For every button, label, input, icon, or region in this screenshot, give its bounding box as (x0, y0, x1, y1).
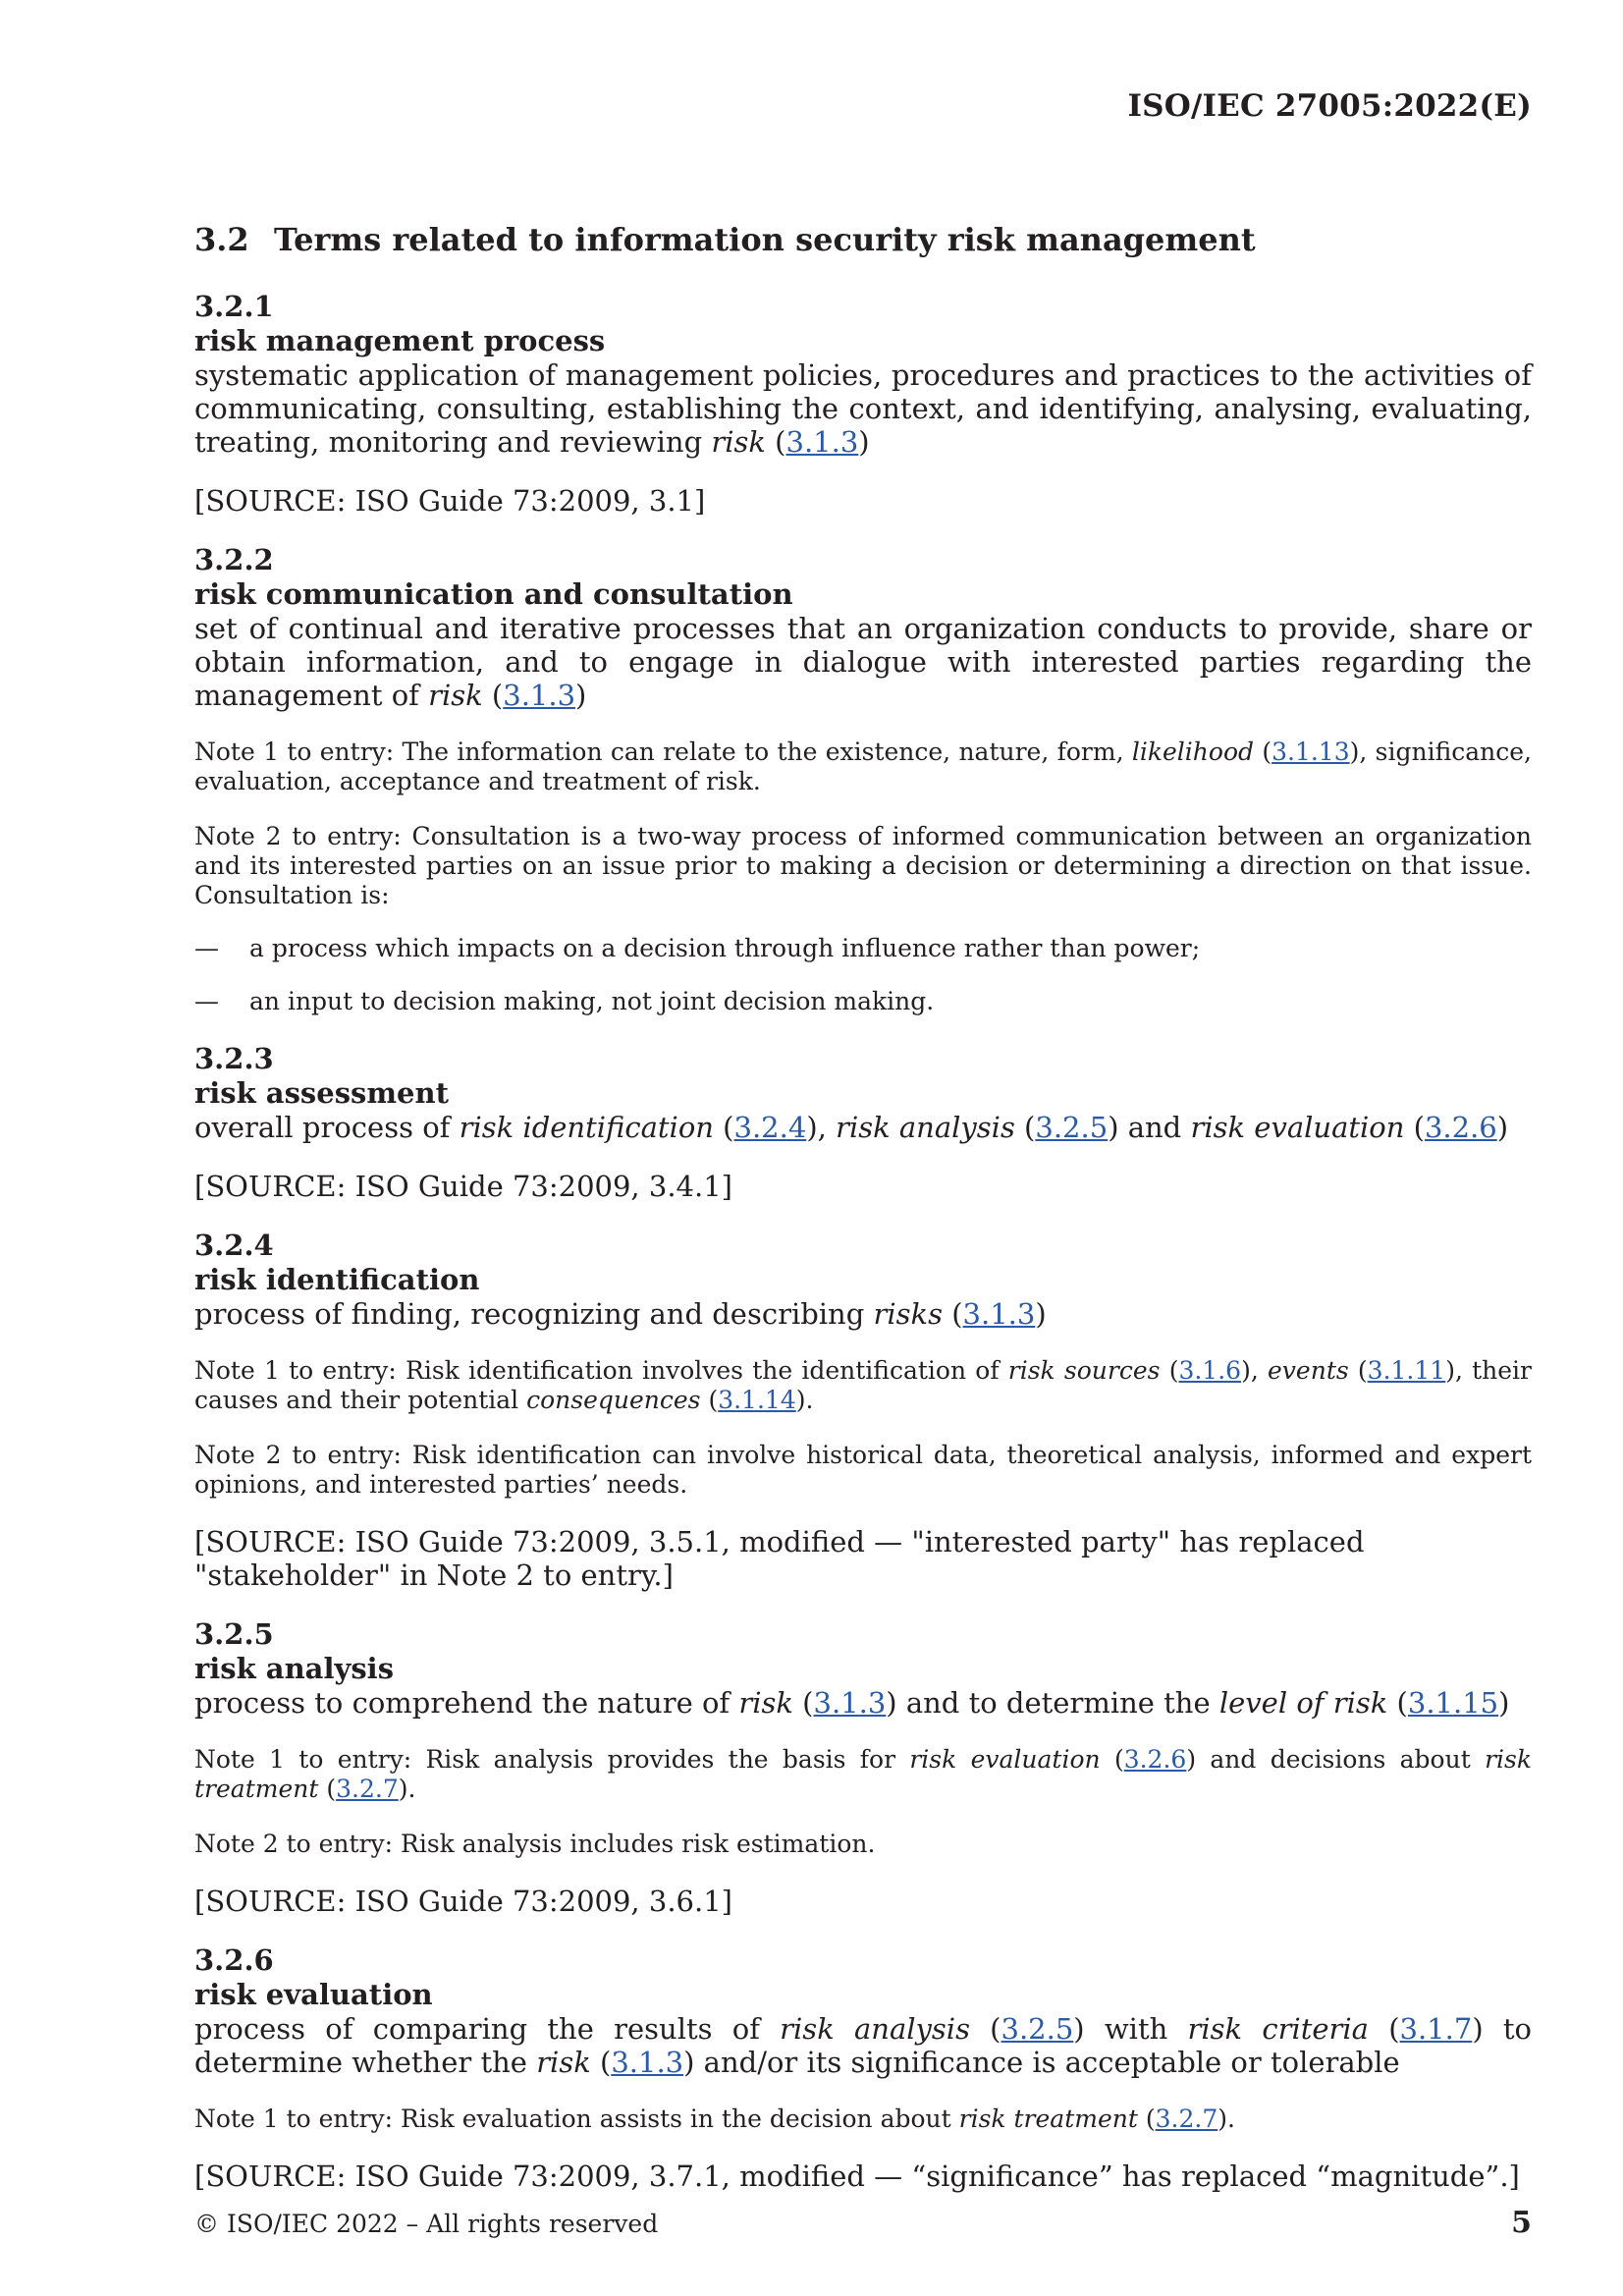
term-entry (194, 543, 1532, 1016)
entry-term: risk identification (194, 1263, 480, 1297)
entry-term: risk assessment (194, 1076, 449, 1111)
entry-source: [SOURCE: ISO Guide 73:2009, 3.7.1, modified — “significance” has replaced “magnitude”.] (194, 2159, 1520, 2194)
term-entry (194, 1042, 1532, 1203)
section-heading (194, 221, 1532, 258)
list-item-text: an input to decision making, not joint decision making. (249, 987, 935, 1016)
cross-reference-link[interactable]: 3.1.3 (611, 2046, 684, 2080)
text-run: ) and/or its significance is acceptable or tolerable (683, 2046, 1400, 2080)
text-run: ) with (1073, 2012, 1188, 2047)
main-content (194, 221, 1532, 2218)
footer-copyright: © ISO/IEC 2022 – All rights reserved (194, 2210, 659, 2238)
text-run: ( (1014, 1111, 1036, 1145)
entry-term: risk analysis (194, 1652, 395, 1686)
text-run: ( (1254, 738, 1272, 767)
text-run: Note 1 to entry: Risk identification involves the identification of (194, 1356, 1008, 1386)
italic-term: risk analysis (780, 2012, 970, 2047)
text-run: ) and decisions about (1186, 1745, 1486, 1775)
text-run: Note 2 to entry: Risk identification can involve historical data, theoretical analysis, informed and expert opinions, and interested parties’ needs. (194, 1441, 1532, 1500)
italic-term: risk (428, 679, 483, 713)
italic-term: risk treatment (958, 2105, 1138, 2134)
text-run: ( (1160, 1356, 1179, 1386)
text-run: ( (590, 2046, 612, 2080)
cross-reference-link[interactable]: 3.1.3 (503, 679, 576, 713)
text-run: ) and (1108, 1111, 1191, 1145)
text-run: ), significance, evaluation, acceptance and treatment of risk. (194, 738, 1533, 796)
italic-term: consequences (526, 1386, 701, 1415)
entry-definition (194, 1686, 1532, 1720)
entry-note (194, 1745, 1532, 1804)
list-dash: — (194, 934, 219, 963)
italic-term: level of risk (1218, 1686, 1388, 1721)
cross-reference-link[interactable]: 3.1.6 (1178, 1356, 1242, 1386)
entry-note (194, 1356, 1532, 1415)
entry-number: 3.2.6 (194, 1943, 274, 1978)
italic-term: risk sources (1007, 1356, 1161, 1386)
term-entry (194, 1617, 1532, 1918)
text-run: ). (1217, 2105, 1235, 2134)
cross-reference-link[interactable]: 3.1.3 (962, 1297, 1036, 1332)
italic-term: risk evaluation (1190, 1111, 1405, 1145)
text-run: ( (1348, 1356, 1368, 1386)
entry-note (194, 822, 1532, 910)
text-run: ( (1387, 1686, 1408, 1721)
term-entry (194, 1943, 1532, 2193)
cross-reference-link[interactable]: 3.2.7 (1155, 2105, 1218, 2134)
entry-number: 3.2.3 (194, 1042, 274, 1076)
text-run: ( (713, 1111, 734, 1145)
text-run: Note 1 to entry: The information can relate to the existence, nature, form, (194, 738, 1132, 767)
italic-term: risk (711, 425, 766, 460)
entry-note (194, 1830, 1532, 1859)
document-identifier: ISO/IEC 27005:2022(E) (1127, 88, 1532, 124)
cross-reference-link[interactable]: 3.2.5 (1001, 2012, 1074, 2047)
text-run: ), their causes and their potential (194, 1356, 1533, 1415)
cross-reference-link[interactable]: 3.2.5 (1035, 1111, 1109, 1145)
text-run: ). (398, 1775, 416, 1804)
cross-reference-link[interactable]: 3.2.7 (336, 1775, 399, 1804)
entry-note (194, 1441, 1532, 1500)
entry-definition (194, 358, 1532, 459)
entry-definition (194, 1111, 1532, 1144)
text-run: ( (1100, 1745, 1124, 1775)
cross-reference-link[interactable]: 3.1.13 (1271, 738, 1350, 767)
entry-source: [SOURCE: ISO Guide 73:2009, 3.1] (194, 484, 706, 519)
text-run: overall process of (194, 1111, 460, 1145)
text-run: Note 2 to entry: Risk analysis includes risk estimation. (194, 1830, 876, 1859)
entry-definition (194, 612, 1532, 712)
italic-term: events (1268, 1356, 1349, 1386)
text-run: process to comprehend the nature of (194, 1686, 739, 1721)
text-run: ( (1137, 2105, 1156, 2134)
cross-reference-link[interactable]: 3.1.14 (718, 1386, 796, 1415)
text-run: ) (858, 425, 870, 460)
entry-term: risk communication and consultation (194, 577, 793, 612)
cross-reference-link[interactable]: 3.1.11 (1367, 1356, 1446, 1386)
text-run: ) (1496, 1111, 1509, 1145)
italic-term: risk (738, 1686, 793, 1721)
list-item-text: a process which impacts on a decision through influence rather than power; (249, 934, 1201, 963)
cross-reference-link[interactable]: 3.1.7 (1399, 2012, 1473, 2047)
text-run: process of comparing the results of (194, 2012, 781, 2047)
italic-term: risk evaluation (909, 1745, 1101, 1775)
text-run: ( (1404, 1111, 1425, 1145)
text-run: ( (1368, 2012, 1400, 2047)
text-run: ), (806, 1111, 837, 1145)
entry-number: 3.2.1 (194, 290, 274, 324)
cross-reference-link[interactable]: 3.2.6 (1424, 1111, 1497, 1145)
text-run: ). (795, 1386, 814, 1415)
list-dash: — (194, 987, 219, 1016)
list-item (194, 987, 1532, 1016)
text-run: ) (1035, 1297, 1047, 1332)
entry-number: 3.2.5 (194, 1617, 274, 1652)
cross-reference-link[interactable]: 3.2.6 (1123, 1745, 1187, 1775)
text-run: ( (943, 1297, 963, 1332)
italic-term: risk treatment (194, 1745, 1532, 1804)
text-run: ( (765, 425, 786, 460)
text-run: ( (700, 1386, 719, 1415)
section-title: Terms related to information security risk management (274, 221, 1256, 258)
text-run: ( (969, 2012, 1001, 2047)
text-run: ( (792, 1686, 814, 1721)
term-entries (194, 290, 1532, 2193)
term-entry (194, 290, 1532, 518)
footer-page-number: 5 (1511, 2206, 1532, 2240)
term-entry (194, 1229, 1532, 1592)
section-number: 3.2 (194, 221, 249, 258)
cross-reference-link[interactable]: 3.1.15 (1407, 1686, 1499, 1721)
entry-source: [SOURCE: ISO Guide 73:2009, 3.5.1, modified — "interested party" has replaced "stakeholder" in Note 2 to entry.] (194, 1525, 1365, 1593)
text-run: systematic application of management policies, procedures and practices to the activities of communicating, consulting, establishing the context, and identifying, analysing, evaluating, treating, monitoring and reviewing (194, 358, 1532, 460)
text-run: ) (575, 679, 587, 713)
cross-reference-link[interactable]: 3.2.4 (733, 1111, 807, 1145)
italic-term: risk criteria (1187, 2012, 1369, 2047)
cross-reference-link[interactable]: 3.1.3 (785, 425, 859, 460)
entry-note (194, 2105, 1532, 2134)
italic-term: risk (536, 2046, 591, 2080)
entry-source: [SOURCE: ISO Guide 73:2009, 3.4.1] (194, 1170, 732, 1204)
entry-term: risk evaluation (194, 1978, 433, 2012)
text-run: ) and to determine the (886, 1686, 1219, 1721)
italic-term: risk identification (459, 1111, 714, 1145)
italic-term: risks (873, 1297, 943, 1332)
text-run: Note 1 to entry: Risk analysis provides the basis for (194, 1745, 910, 1775)
entry-source: [SOURCE: ISO Guide 73:2009, 3.6.1] (194, 1885, 732, 1919)
text-run: ( (482, 679, 504, 713)
text-run: ( (318, 1775, 337, 1804)
entry-number: 3.2.2 (194, 543, 274, 577)
entry-term: risk management process (194, 324, 606, 358)
text-run: ), (1241, 1356, 1268, 1386)
text-run: ) (1498, 1686, 1510, 1721)
entry-definition (194, 1297, 1532, 1331)
text-run: Note 1 to entry: Risk evaluation assists in the decision about (194, 2105, 959, 2134)
text-run: process of finding, recognizing and describing (194, 1297, 874, 1332)
cross-reference-link[interactable]: 3.1.3 (813, 1686, 887, 1721)
text-run: set of continual and iterative processes that an organization conducts to provide, share or obtain information, and to engage in dialogue with interested parties regarding the management of (194, 612, 1532, 713)
list-item (194, 934, 1532, 963)
italic-term: likelihood (1131, 738, 1254, 767)
entry-number: 3.2.4 (194, 1229, 274, 1263)
entry-note (194, 738, 1532, 796)
entry-definition (194, 2012, 1532, 2079)
text-run: Note 2 to entry: Consultation is a two-way process of informed communication between an organization and its interested parties on an issue prior to making a decision or determining a direction on that issue. Consultation is: (194, 822, 1532, 910)
text-run: ) to determine whether the (194, 2012, 1532, 2080)
italic-term: risk analysis (836, 1111, 1015, 1145)
